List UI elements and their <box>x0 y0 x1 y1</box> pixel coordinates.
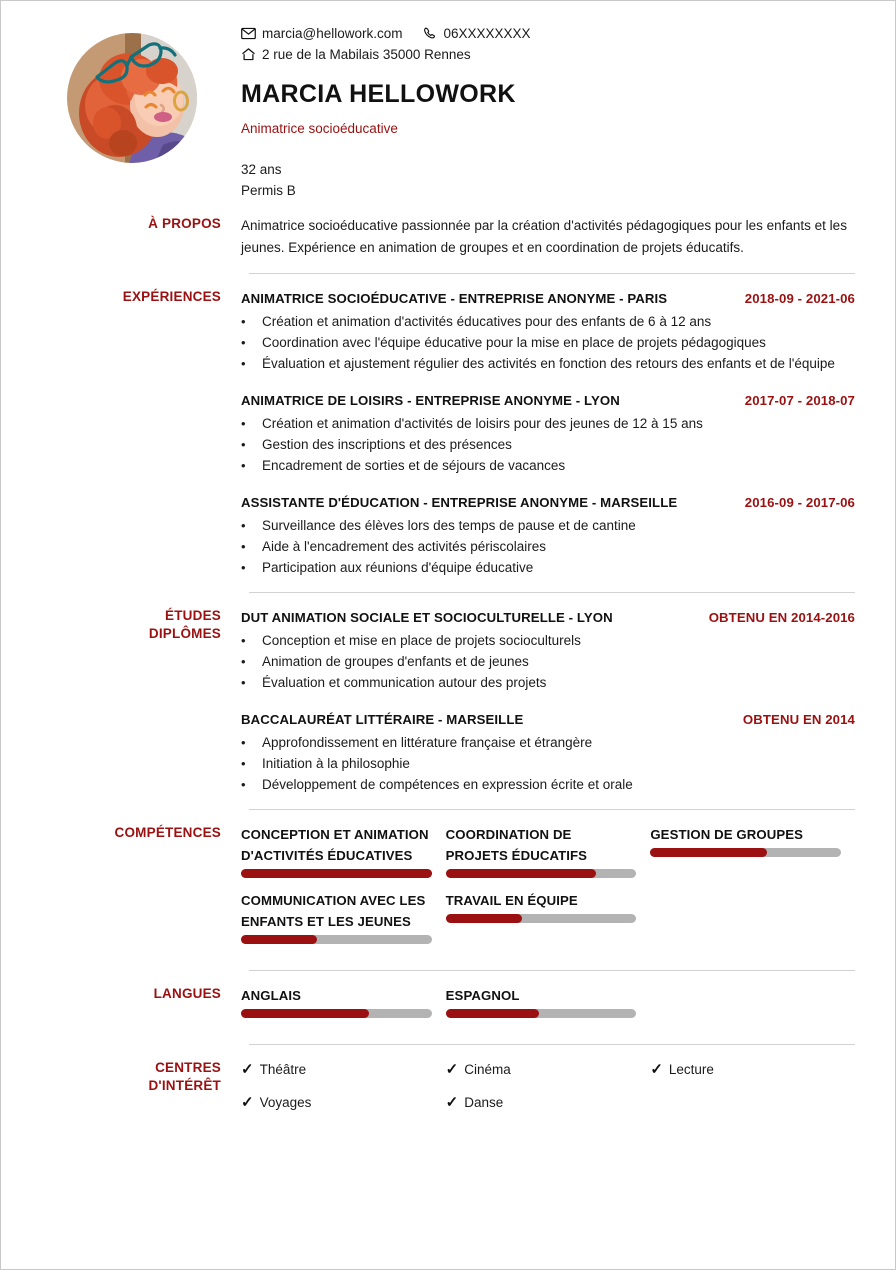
envelope-icon <box>241 26 256 41</box>
entry-title: ASSISTANTE D'ÉDUCATION - ENTREPRISE ANONYME - MARSEILLE <box>241 495 678 510</box>
entry-date: 2018-09 - 2021-06 <box>744 291 855 306</box>
skill-item-bar <box>446 869 637 878</box>
skill-item-label: TRAVAIL EN ÉQUIPE <box>445 893 578 908</box>
skill-item <box>241 890 446 944</box>
entry-date: 2017-07 - 2018-07 <box>744 393 855 408</box>
entry-header <box>241 709 855 730</box>
language-item-bar-fill <box>446 1009 539 1018</box>
language-item-bar <box>446 1009 637 1018</box>
entry-bullet: • Initiation à la philosophie <box>241 753 855 774</box>
section-education <box>23 593 855 809</box>
skill-item-bar-fill <box>241 869 432 878</box>
skill-item-label: CONCEPTION ET ANIMATION D'ACTIVITÉS ÉDUCATIVES <box>241 827 429 863</box>
avatar-column <box>23 23 241 163</box>
skill-item-bar-fill <box>446 914 522 923</box>
entry-bullet: • Coordination avec l'équipe éducative pour la mise en place de projets pédagogiques <box>241 332 855 353</box>
resume-header <box>23 23 855 201</box>
entry-bullet: • Création et animation d'activités de loisirs pour des jeunes de 12 à 15 ans <box>241 413 855 434</box>
avatar <box>67 33 197 163</box>
resume-entry <box>241 709 855 795</box>
language-item-label: ESPAGNOL <box>445 988 520 1003</box>
job-title: Animatrice socioéducative <box>241 121 398 136</box>
entry-title: ANIMATRICE SOCIOÉDUCATIVE - ENTREPRISE ANONYME - PARIS <box>241 291 668 306</box>
entry-bullet: • Développement de compétences en expression écrite et orale <box>241 774 855 795</box>
about-text: Animatrice socioéducative passionnée par la création d'activités pédagogiques pour les enfants et les jeunes. Expérience en animation de groupes et en coordination de projets éducatifs. <box>241 218 847 255</box>
skill-item-label: GESTION DE GROUPES <box>650 827 804 842</box>
interest-label: Danse <box>464 1095 504 1110</box>
entry-bullet-list <box>241 732 855 795</box>
skill-item-label: COMMUNICATION AVEC LES ENFANTS ET LES JEUNES <box>241 893 426 929</box>
language-item-bar <box>241 1009 432 1018</box>
section-label-education: ÉTUDES DIPLÔMES <box>148 608 221 641</box>
skill-item <box>650 824 855 878</box>
age-text: 32 ans <box>241 162 282 177</box>
entry-header <box>241 390 855 411</box>
section-experiences <box>23 274 855 592</box>
skill-item <box>446 890 651 944</box>
skill-item-bar <box>241 935 432 944</box>
entry-bullet: • Création et animation d'activités éducatives pour des enfants de 6 à 12 ans <box>241 311 855 332</box>
phone-icon <box>423 26 438 41</box>
interest-item <box>446 1059 651 1080</box>
section-label-interests: CENTRES D'INTÉRÊT <box>148 1060 221 1093</box>
header-details <box>241 23 855 201</box>
home-icon <box>241 47 256 62</box>
email-line <box>241 23 403 44</box>
skill-item-bar <box>241 869 432 878</box>
entry-date: OBTENU EN 2014 <box>742 712 855 727</box>
check-icon: ✓ <box>241 1061 254 1078</box>
interest-item <box>446 1092 651 1113</box>
language-item <box>446 985 651 1018</box>
skill-item-bar-fill <box>650 848 766 857</box>
check-icon: ✓ <box>650 1061 663 1078</box>
entry-bullet: • Approfondissement en littérature française et étrangère <box>241 732 855 753</box>
entry-date: OBTENU EN 2014-2016 <box>708 610 855 625</box>
entry-bullet: • Aide à l'encadrement des activités périscolaires <box>241 536 855 557</box>
address-text: 2 rue de la Mabilais 35000 Rennes <box>262 47 471 62</box>
resume-entry <box>241 607 855 693</box>
entry-title: ANIMATRICE DE LOISIRS - ENTREPRISE ANONYME - LYON <box>241 393 620 408</box>
interest-item <box>241 1059 446 1080</box>
entry-bullet: • Participation aux réunions d'équipe éducative <box>241 557 855 578</box>
skill-item-bar <box>446 914 637 923</box>
skill-item <box>241 824 446 878</box>
check-icon: ✓ <box>445 1061 459 1078</box>
entry-header <box>241 607 855 628</box>
check-icon: ✓ <box>445 1094 459 1111</box>
address-line <box>241 44 855 65</box>
skill-item-bar <box>650 848 841 857</box>
section-label-about: À PROPOS <box>148 216 221 231</box>
interest-label: Lecture <box>668 1062 714 1077</box>
interest-label: Théâtre <box>259 1062 307 1077</box>
language-item <box>241 985 446 1018</box>
interest-item <box>241 1092 446 1113</box>
entry-bullet: • Animation de groupes d'enfants et de jeunes <box>241 651 855 672</box>
skill-item-label: COORDINATION DE PROJETS ÉDUCATIFS <box>445 827 588 863</box>
email-text: marcia@hellowork.com <box>262 26 403 41</box>
entry-title: DUT ANIMATION SOCIALE ET SOCIOCULTURELLE - LYON <box>241 610 613 625</box>
section-label-languages: LANGUES <box>153 986 221 1001</box>
phone-text: 06XXXXXXXX <box>443 26 531 41</box>
skill-item-bar-fill <box>446 869 597 878</box>
resume-entry <box>241 390 855 476</box>
section-label-experiences: EXPÉRIENCES <box>122 289 221 304</box>
language-item-bar-fill <box>241 1009 369 1018</box>
entry-date: 2016-09 - 2017-06 <box>744 495 855 510</box>
entry-bullet-list <box>241 630 855 693</box>
section-languages <box>23 971 855 1044</box>
skill-item-bar-fill <box>241 935 317 944</box>
interest-label: Voyages <box>259 1095 312 1110</box>
entry-bullet-list <box>241 515 855 578</box>
entry-bullet: • Conception et mise en place de projets socioculturels <box>241 630 855 651</box>
interest-label: Cinéma <box>464 1062 511 1077</box>
license-text: Permis B <box>241 183 296 198</box>
entry-bullet: • Encadrement de sorties et de séjours de vacances <box>241 455 855 476</box>
entry-header <box>241 492 855 513</box>
entry-bullet-list <box>241 413 855 476</box>
section-label-skills: COMPÉTENCES <box>114 825 221 840</box>
avatar-illustration <box>67 33 197 163</box>
check-icon: ✓ <box>241 1094 254 1111</box>
entry-header <box>241 288 855 309</box>
entry-bullet: • Gestion des inscriptions et des présences <box>241 434 855 455</box>
page-title: MARCIA HELLOWORK <box>241 80 516 108</box>
section-interests <box>23 1045 855 1139</box>
resume-entry <box>241 492 855 578</box>
language-item-label: ANGLAIS <box>241 988 302 1003</box>
section-skills <box>23 810 855 970</box>
skill-item <box>446 824 651 878</box>
entry-title: BACCALAURÉAT LITTÉRAIRE - MARSEILLE <box>241 712 524 727</box>
entry-bullet-list <box>241 311 855 374</box>
resume-entry <box>241 288 855 374</box>
contact-row-primary <box>241 23 855 44</box>
entry-bullet: • Surveillance des élèves lors des temps de pause et de cantine <box>241 515 855 536</box>
section-about <box>23 201 855 273</box>
entry-bullet: • Évaluation et communication autour des projets <box>241 672 855 693</box>
phone-line <box>423 23 531 44</box>
entry-bullet: • Évaluation et ajustement régulier des activités en fonction des retours des enfants et de l'équipe <box>241 353 855 374</box>
interest-item <box>650 1059 855 1080</box>
